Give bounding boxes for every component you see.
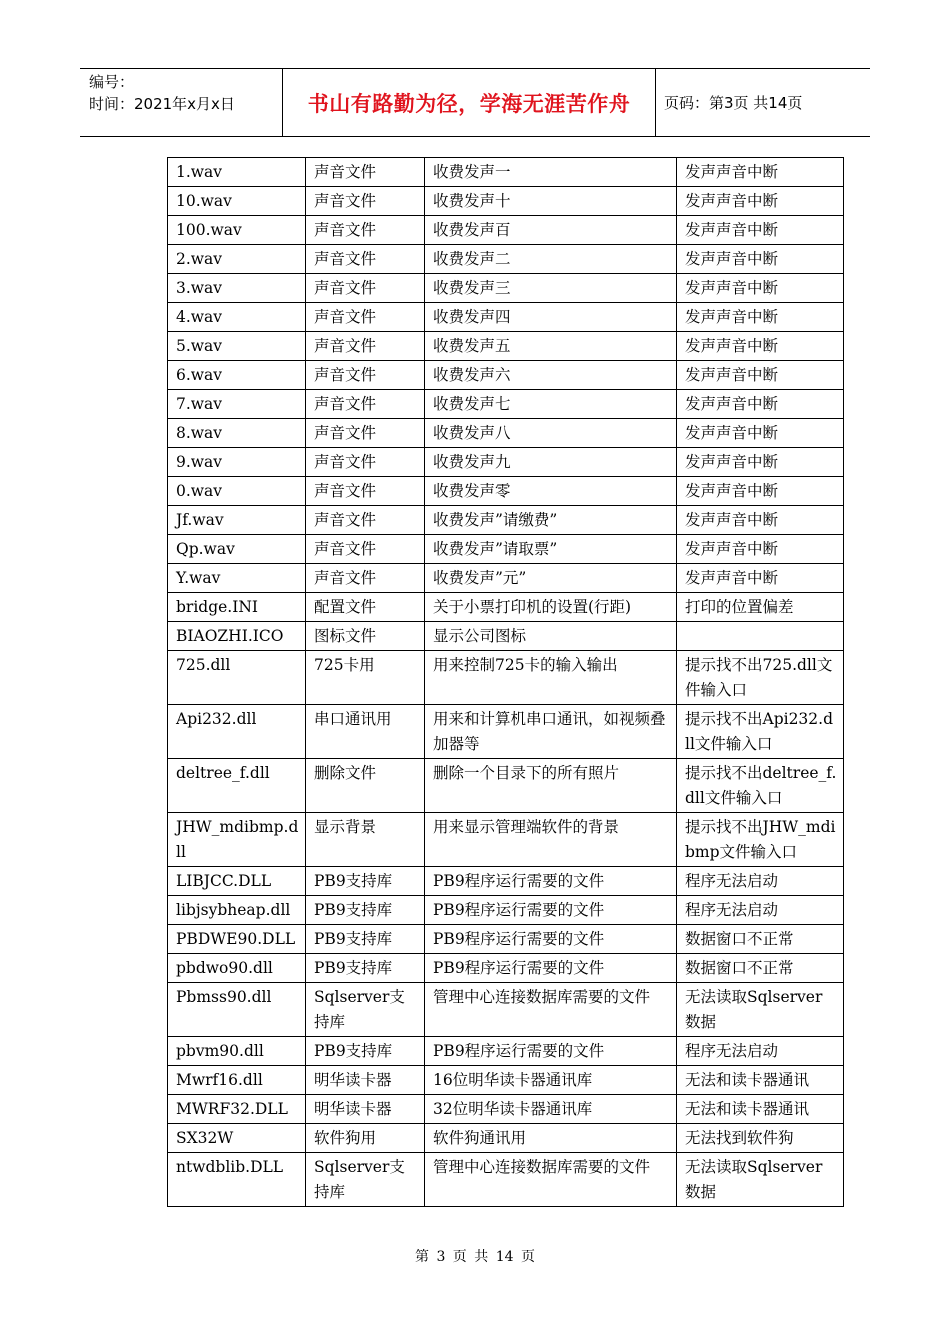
table-row: [168, 593, 844, 622]
table-row: [168, 448, 844, 477]
file-type-cell: Sqlserver支持库: [306, 1153, 425, 1207]
file-purpose-cell: 32位明华读卡器通讯库: [425, 1095, 677, 1124]
document-time-label: 时间：2021年x月x日: [89, 95, 235, 113]
table-row: [168, 332, 844, 361]
file-type-cell: PB9支持库: [306, 896, 425, 925]
file-type-cell: 声音文件: [306, 332, 425, 361]
table-row: [168, 1124, 844, 1153]
file-type-cell: 声音文件: [306, 419, 425, 448]
file-name-cell: Api232.dll: [168, 705, 306, 759]
table-row: [168, 954, 844, 983]
missing-effect-cell: 发声声音中断: [677, 332, 844, 361]
file-purpose-cell: 收费发声百: [425, 216, 677, 245]
file-purpose-cell: 收费发声二: [425, 245, 677, 274]
file-type-cell: 声音文件: [306, 361, 425, 390]
missing-effect-cell: 发声声音中断: [677, 361, 844, 390]
file-purpose-cell: 收费发声七: [425, 390, 677, 419]
file-type-cell: 声音文件: [306, 274, 425, 303]
page-footer: [0, 1246, 950, 1266]
file-type-cell: 725卡用: [306, 651, 425, 705]
file-purpose-cell: 管理中心连接数据库需要的文件: [425, 983, 677, 1037]
missing-effect-cell: 发声声音中断: [677, 564, 844, 593]
header-page-info: 页码：第3页 共14页: [664, 94, 803, 112]
missing-effect-cell: 数据窗口不正常: [677, 925, 844, 954]
missing-effect-cell: 发声声音中断: [677, 535, 844, 564]
file-name-cell: 9.wav: [168, 448, 306, 477]
table-row: [168, 506, 844, 535]
table-row: [168, 245, 844, 274]
file-name-cell: 1.wav: [168, 158, 306, 187]
table-row: [168, 867, 844, 896]
missing-effect-cell: 程序无法启动: [677, 867, 844, 896]
file-name-cell: BIAOZHI.ICO: [168, 622, 306, 651]
file-name-cell: 725.dll: [168, 651, 306, 705]
file-purpose-cell: 收费发声四: [425, 303, 677, 332]
file-name-cell: PBDWE90.DLL: [168, 925, 306, 954]
file-name-cell: MWRF32.DLL: [168, 1095, 306, 1124]
page-header: [80, 68, 870, 137]
file-purpose-cell: 用来控制725卡的输入输出: [425, 651, 677, 705]
file-type-cell: 声音文件: [306, 390, 425, 419]
file-type-cell: 声音文件: [306, 448, 425, 477]
file-purpose-cell: 收费发声九: [425, 448, 677, 477]
file-type-cell: 声音文件: [306, 506, 425, 535]
missing-effect-cell: 发声声音中断: [677, 419, 844, 448]
file-name-cell: pbdwo90.dll: [168, 954, 306, 983]
file-name-cell: 2.wav: [168, 245, 306, 274]
table-row: [168, 187, 844, 216]
file-name-cell: Y.wav: [168, 564, 306, 593]
file-list-body: [168, 158, 844, 1207]
missing-effect-cell: 打印的位置偏差: [677, 593, 844, 622]
file-type-cell: 声音文件: [306, 216, 425, 245]
table-row: [168, 1153, 844, 1207]
file-type-cell: 图标文件: [306, 622, 425, 651]
file-name-cell: 8.wav: [168, 419, 306, 448]
file-type-cell: 声音文件: [306, 158, 425, 187]
table-row: [168, 274, 844, 303]
table-row: [168, 361, 844, 390]
missing-effect-cell: 程序无法启动: [677, 1037, 844, 1066]
missing-effect-cell: 发声声音中断: [677, 274, 844, 303]
file-type-cell: PB9支持库: [306, 925, 425, 954]
file-type-cell: 声音文件: [306, 187, 425, 216]
file-type-cell: 显示背景: [306, 813, 425, 867]
missing-effect-cell: 提示找不出725.dll文件输入口: [677, 651, 844, 705]
missing-effect-cell: 无法读取Sqlserver数据: [677, 1153, 844, 1207]
file-type-cell: 串口通讯用: [306, 705, 425, 759]
missing-effect-cell: 发声声音中断: [677, 187, 844, 216]
table-row: [168, 759, 844, 813]
missing-effect-cell: 发声声音中断: [677, 216, 844, 245]
missing-effect-cell: 提示找不出deltree_f.dll文件输入口: [677, 759, 844, 813]
file-name-cell: 5.wav: [168, 332, 306, 361]
file-purpose-cell: 关于小票打印机的设置(行距): [425, 593, 677, 622]
missing-effect-cell: 程序无法启动: [677, 896, 844, 925]
file-purpose-cell: PB9程序运行需要的文件: [425, 925, 677, 954]
file-name-cell: 7.wav: [168, 390, 306, 419]
file-purpose-cell: 管理中心连接数据库需要的文件: [425, 1153, 677, 1207]
file-purpose-cell: 收费发声八: [425, 419, 677, 448]
file-purpose-cell: PB9程序运行需要的文件: [425, 867, 677, 896]
file-name-cell: Qp.wav: [168, 535, 306, 564]
table-row: [168, 896, 844, 925]
file-purpose-cell: 收费发声”元”: [425, 564, 677, 593]
file-purpose-cell: PB9程序运行需要的文件: [425, 954, 677, 983]
table-row: [168, 535, 844, 564]
file-purpose-cell: 收费发声三: [425, 274, 677, 303]
table-row: [168, 303, 844, 332]
header-page-info-cell: [656, 69, 870, 136]
footer-page-number: 第 3 页 共 14 页: [415, 1249, 535, 1265]
file-type-cell: 删除文件: [306, 759, 425, 813]
file-type-cell: PB9支持库: [306, 1037, 425, 1066]
missing-effect-cell: 发声声音中断: [677, 245, 844, 274]
table-row: [168, 651, 844, 705]
table-row: [168, 216, 844, 245]
file-name-cell: libjsybheap.dll: [168, 896, 306, 925]
table-row: [168, 419, 844, 448]
file-type-cell: 配置文件: [306, 593, 425, 622]
table-row: [168, 564, 844, 593]
missing-effect-cell: [677, 622, 844, 651]
table-row: [168, 925, 844, 954]
file-name-cell: 3.wav: [168, 274, 306, 303]
missing-effect-cell: 无法和读卡器通讯: [677, 1095, 844, 1124]
file-name-cell: 6.wav: [168, 361, 306, 390]
missing-effect-cell: 发声声音中断: [677, 448, 844, 477]
file-purpose-cell: PB9程序运行需要的文件: [425, 896, 677, 925]
file-purpose-cell: 收费发声零: [425, 477, 677, 506]
file-name-cell: 0.wav: [168, 477, 306, 506]
header-motto-cell: [282, 69, 656, 136]
header-meta: [80, 69, 282, 136]
file-purpose-cell: 删除一个目录下的所有照片: [425, 759, 677, 813]
missing-effect-cell: 提示找不出JHW_mdibmp文件输入口: [677, 813, 844, 867]
file-purpose-cell: 显示公司图标: [425, 622, 677, 651]
document-number-label: 编号：: [89, 73, 135, 91]
table-row: [168, 622, 844, 651]
file-type-cell: 声音文件: [306, 535, 425, 564]
file-type-cell: 声音文件: [306, 303, 425, 332]
file-name-cell: 4.wav: [168, 303, 306, 332]
missing-effect-cell: 发声声音中断: [677, 390, 844, 419]
file-purpose-cell: PB9程序运行需要的文件: [425, 1037, 677, 1066]
table-row: [168, 705, 844, 759]
file-name-cell: Jf.wav: [168, 506, 306, 535]
table-row: [168, 158, 844, 187]
file-type-cell: PB9支持库: [306, 954, 425, 983]
file-name-cell: LIBJCC.DLL: [168, 867, 306, 896]
file-name-cell: 100.wav: [168, 216, 306, 245]
file-name-cell: SX32W: [168, 1124, 306, 1153]
missing-effect-cell: 提示找不出Api232.dll文件输入口: [677, 705, 844, 759]
file-name-cell: Mwrf16.dll: [168, 1066, 306, 1095]
missing-effect-cell: 无法找到软件狗: [677, 1124, 844, 1153]
file-purpose-cell: 用来显示管理端软件的背景: [425, 813, 677, 867]
file-purpose-cell: 收费发声”请缴费”: [425, 506, 677, 535]
file-purpose-cell: 收费发声一: [425, 158, 677, 187]
file-type-cell: 声音文件: [306, 477, 425, 506]
file-name-cell: deltree_f.dll: [168, 759, 306, 813]
file-type-cell: PB9支持库: [306, 867, 425, 896]
file-name-cell: bridge.INI: [168, 593, 306, 622]
file-type-cell: 明华读卡器: [306, 1066, 425, 1095]
file-name-cell: ntwdblib.DLL: [168, 1153, 306, 1207]
table-row: [168, 477, 844, 506]
file-name-cell: 10.wav: [168, 187, 306, 216]
file-name-cell: pbvm90.dll: [168, 1037, 306, 1066]
missing-effect-cell: 发声声音中断: [677, 303, 844, 332]
table-row: [168, 813, 844, 867]
table-row: [168, 390, 844, 419]
file-purpose-cell: 收费发声五: [425, 332, 677, 361]
file-name-cell: Pbmss90.dll: [168, 983, 306, 1037]
table-row: [168, 1037, 844, 1066]
file-purpose-cell: 收费发声十: [425, 187, 677, 216]
file-purpose-cell: 软件狗通讯用: [425, 1124, 677, 1153]
file-list-table: [167, 157, 844, 1207]
table-row: [168, 1066, 844, 1095]
missing-effect-cell: 发声声音中断: [677, 506, 844, 535]
file-purpose-cell: 收费发声”请取票”: [425, 535, 677, 564]
table-row: [168, 1095, 844, 1124]
file-type-cell: Sqlserver支持库: [306, 983, 425, 1037]
header-motto: 书山有路勤为径，学海无涯苦作舟: [307, 91, 631, 116]
file-type-cell: 明华读卡器: [306, 1095, 425, 1124]
missing-effect-cell: 数据窗口不正常: [677, 954, 844, 983]
missing-effect-cell: 发声声音中断: [677, 477, 844, 506]
file-name-cell: JHW_mdibmp.dll: [168, 813, 306, 867]
file-type-cell: 声音文件: [306, 564, 425, 593]
table-row: [168, 983, 844, 1037]
file-purpose-cell: 16位明华读卡器通讯库: [425, 1066, 677, 1095]
file-type-cell: 声音文件: [306, 245, 425, 274]
file-purpose-cell: 收费发声六: [425, 361, 677, 390]
file-purpose-cell: 用来和计算机串口通讯，如视频叠加器等: [425, 705, 677, 759]
missing-effect-cell: 无法读取Sqlserver数据: [677, 983, 844, 1037]
missing-effect-cell: 无法和读卡器通讯: [677, 1066, 844, 1095]
missing-effect-cell: 发声声音中断: [677, 158, 844, 187]
file-type-cell: 软件狗用: [306, 1124, 425, 1153]
